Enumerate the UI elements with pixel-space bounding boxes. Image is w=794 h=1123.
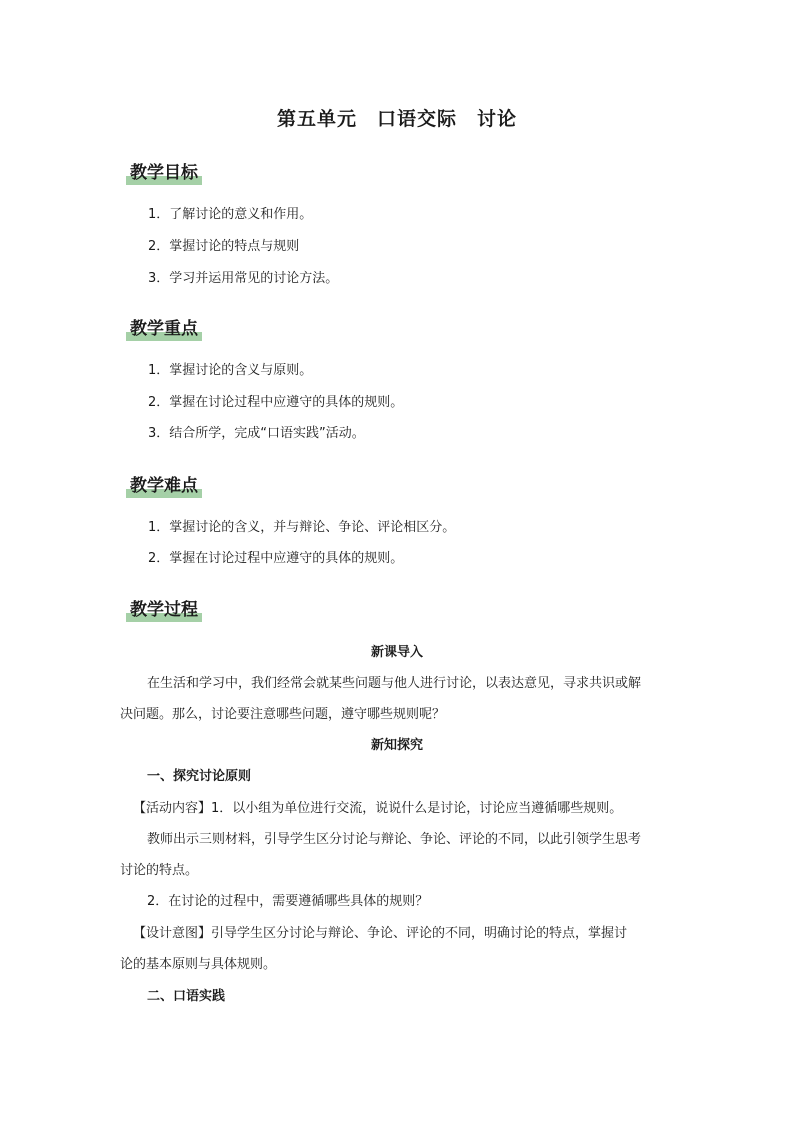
section-heading-key-points: 教学重点 bbox=[126, 318, 202, 341]
question-2-line: 2．在讨论的过程中，需要遵循哪些具体的规则？ bbox=[147, 894, 429, 909]
key-point-item-3: 3．结合所学，完成“口语实践”活动。 bbox=[148, 426, 365, 441]
key-point-item-2: 2．掌握在讨论过程中应遵守的具体的规则。 bbox=[148, 395, 404, 410]
design-intent-line-2: 论的基本原则与具体规则。 bbox=[120, 957, 277, 972]
part-2-heading: 二、口语实践 bbox=[147, 989, 226, 1004]
difficulty-item-1: 1．掌握讨论的含义，并与辩论、争论、评论相区分。 bbox=[148, 520, 456, 535]
difficulty-item-2: 2．掌握在讨论过程中应遵守的具体的规则。 bbox=[148, 551, 404, 566]
section-heading-goals: 教学目标 bbox=[126, 162, 202, 185]
goal-item-2: 2．掌握讨论的特点与规则 bbox=[148, 239, 300, 254]
part-1-heading: 一、探究讨论原则 bbox=[147, 769, 252, 784]
design-intent-line-1: 【设计意图】引导学生区分讨论与辩论、争论、评论的不同，明确讨论的特点，掌握讨 bbox=[133, 926, 628, 941]
teacher-paragraph-line-2: 讨论的特点。 bbox=[120, 863, 199, 878]
teacher-paragraph-line-1: 教师出示三则材料，引导学生区分讨论与辩论、争论、评论的不同，以此引领学生思考 bbox=[147, 832, 642, 847]
intro-paragraph-line-1: 在生活和学习中，我们经常会就某些问题与他人进行讨论，以表达意见，寻求共识或解 bbox=[147, 676, 642, 691]
section-heading-difficulties: 教学难点 bbox=[126, 475, 202, 498]
activity-content-line: 【活动内容】1．以小组为单位进行交流，说说什么是讨论，讨论应当遵循哪些规则。 bbox=[133, 801, 623, 816]
subheading-intro: 新课导入 bbox=[370, 645, 423, 660]
intro-paragraph-line-2: 决问题。那么，讨论要注意哪些问题，遵守哪些规则呢？ bbox=[120, 707, 446, 722]
page-title: 第五单元 口语交际 讨论 bbox=[276, 108, 517, 130]
section-heading-process: 教学过程 bbox=[126, 599, 202, 622]
goal-item-3: 3．学习并运用常见的讨论方法。 bbox=[148, 271, 339, 286]
key-point-item-1: 1．掌握讨论的含义与原则。 bbox=[148, 363, 313, 378]
subheading-explore: 新知探究 bbox=[370, 738, 423, 753]
goal-item-1: 1．了解讨论的意义和作用。 bbox=[148, 207, 313, 222]
